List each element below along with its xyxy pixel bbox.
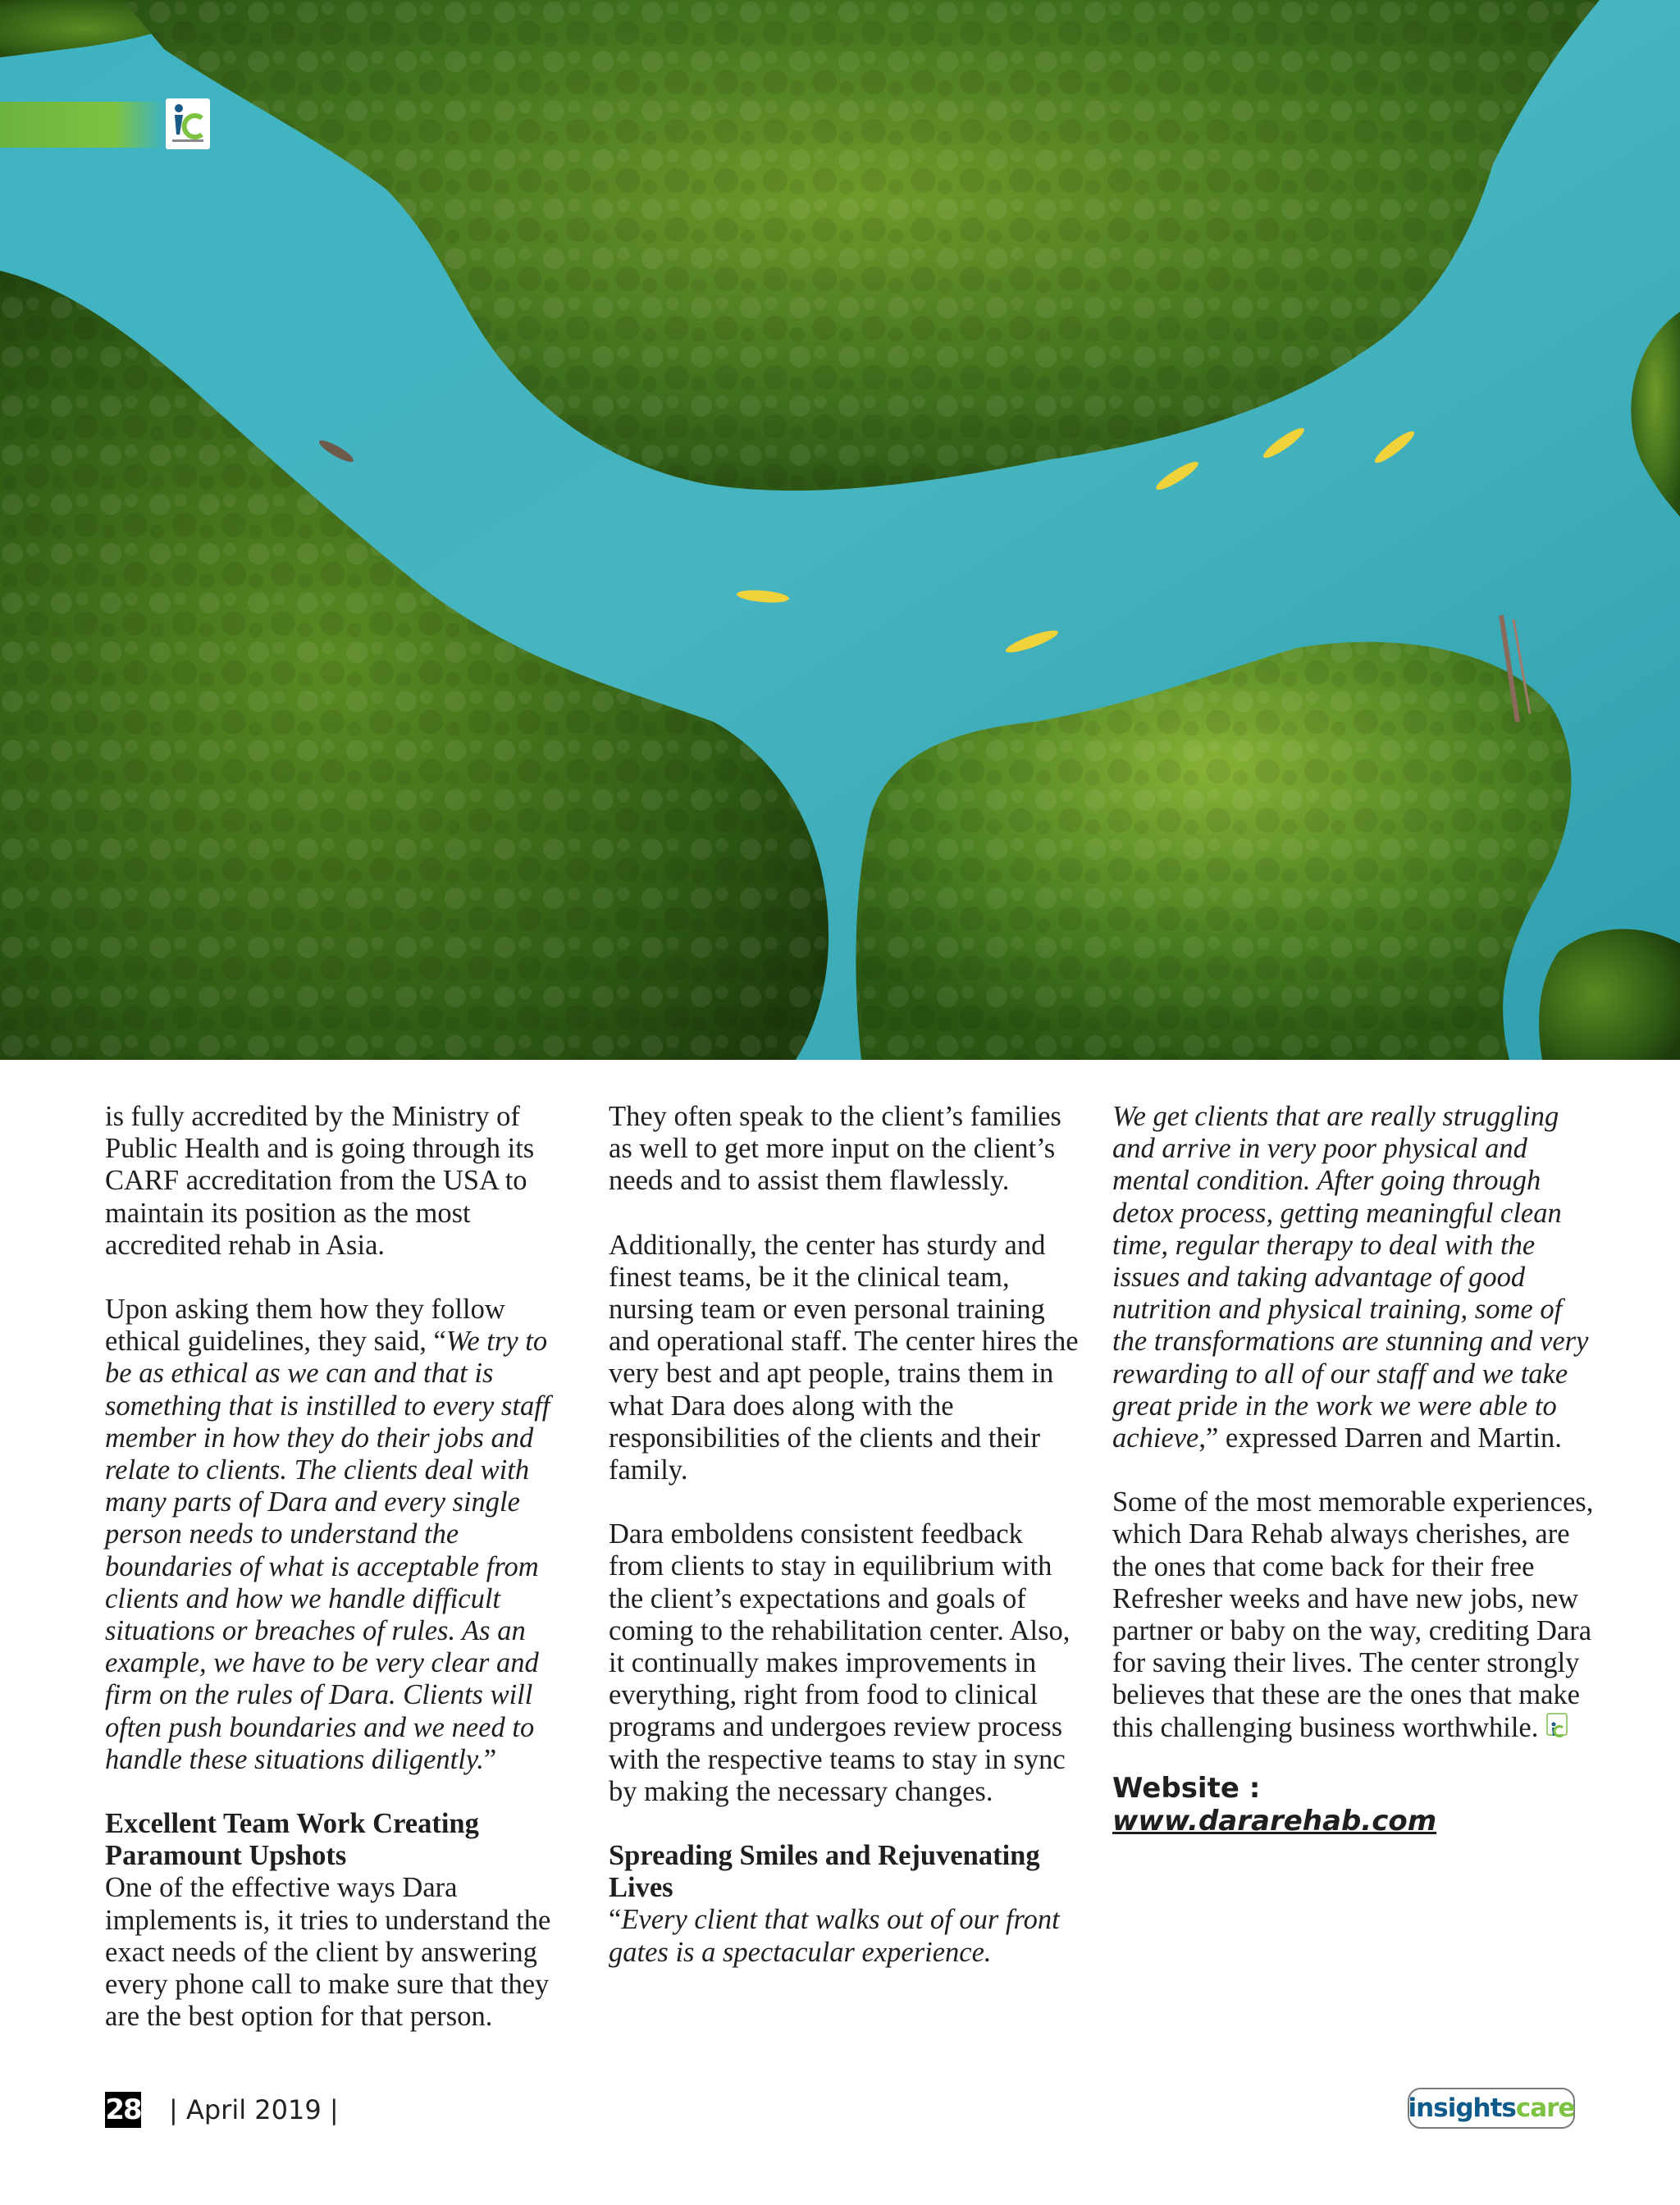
section-heading: Spreading Smiles and Rejuvenating Lives [609,1840,1040,1904]
website-label: Website : [1112,1771,1261,1805]
quote-text: Every client that walks out of our front gates is a spectacular experience. [609,1904,1060,1968]
quote-text: We get clients that are really struggling and arrive in very poor physical and mental condition. After going through detox process, getting meaningful clean time, regular therapy to deal with the issues and taking advantage of good nutrition and physical training, some of the transformations are stunning and very rewarding to all of our staff and we take great pride in the work we were able to achieve [1112,1101,1589,1454]
quote-text: We try to be as ethical as we can and that is something that is instilled to every staff member in how they do their jobs and relate to clients. The clients deal with many parts of Dara and every single person needs to understand the boundaries of what is acceptable from clients and how we handle difficult situations or breaches of rules. As an example, we have to be very clear and firm on the rules of Dara. Clients will often push boundaries and we need to handle these situations diligently. [105,1326,550,1775]
paragraph: Dara emboldens consistent feedback from clients to stay in equilibrium with the client’s expectations and goals of coming to the rehabilitation center. Also, it continually makes improvements in everything, right from food to clinical programs and undergoes review process with the respective teams to stay in sync by making the necessary changes. [609,1518,1071,1807]
quote-paragraph: We get clients that are really struggling and arrive in very poor physical and mental condition. After going through detox process, getting meaningful clean time, regular therapy to deal with the issues and taking advantage of good nutrition and physical training, some of the transformations are stunning and very rewarding to all of our staff and we take great pride in the work we were able to achieve,” expressed Darren and Martin. [1112,1101,1589,1454]
article-column-1 [105,1101,573,2033]
paragraph: Some of the most memorable experiences, which Dara Rehab always cherishes, are the ones that come back for their free Refresher weeks and have new jobs, new partner or baby on the way, crediting Dara for saving their lives. The center strongly believes that these are the ones that make this challenging business worthwhile. [1112,1486,1594,1743]
article-column-2 [609,1101,1083,1969]
article-column-3 [1112,1101,1596,1838]
hero-aerial-photo [0,0,1680,1060]
paragraph: One of the effective ways Dara implements is, it tries to understand the exact needs of the client by answering every phone call to make sure that they are the best option for that person. [105,1872,551,2033]
aerial-river-forest-image [0,0,1680,1060]
insights-care-brand-logo [1408,2088,1575,2129]
insights-care-end-mark-icon [1546,1713,1568,1736]
quote-paragraph: “Every client that walks out of our front gates is a spectacular experience. [609,1904,1060,1968]
website-link[interactable]: www.dararehab.com [1112,1804,1437,1838]
brand-name-part1: insights [1408,2093,1516,2123]
issue-date: | April 2019 | [169,2094,339,2125]
paragraph: is fully accredited by the Ministry of Public Health and is going through its CARF accreditation from the USA to maintain its position as the most accredited rehab in Asia. [105,1101,535,1261]
page-number: 28 [105,2093,141,2126]
section-tab-bar [0,102,164,148]
section-heading: Excellent Team Work Creating Paramount Upshots [105,1808,479,1872]
paragraph: Upon asking them how they follow ethical guidelines, they said, “We try to be as ethical as we can and that is something that is instilled to every staff member in how they do their jobs and relate to clients. The clients deal with many parts of Dara and every single person needs to understand the boundaries of what is acceptable from clients and how we handle difficult situations or breaches of rules. As an example, we have to be very clear and firm on the rules of Dara. Clients will often push boundaries and we need to handle these situations diligently.” [105,1294,550,1775]
paragraph: Additionally, the center has sturdy and finest teams, be it the clinical team, nursing team or even personal training and operational staff. The center hires the very best and apt people, trains them in what Dara does along with the responsibilities of the clients and their family. [609,1229,1079,1486]
brand-name-part2: care [1515,2093,1575,2123]
attribution: expressed Darren and Martin. [1225,1422,1562,1454]
paragraph: They often speak to the client’s families as well to get more input on the client’s needs and to assist them flawlessly. [609,1101,1061,1197]
insights-care-logo-icon [166,98,210,149]
